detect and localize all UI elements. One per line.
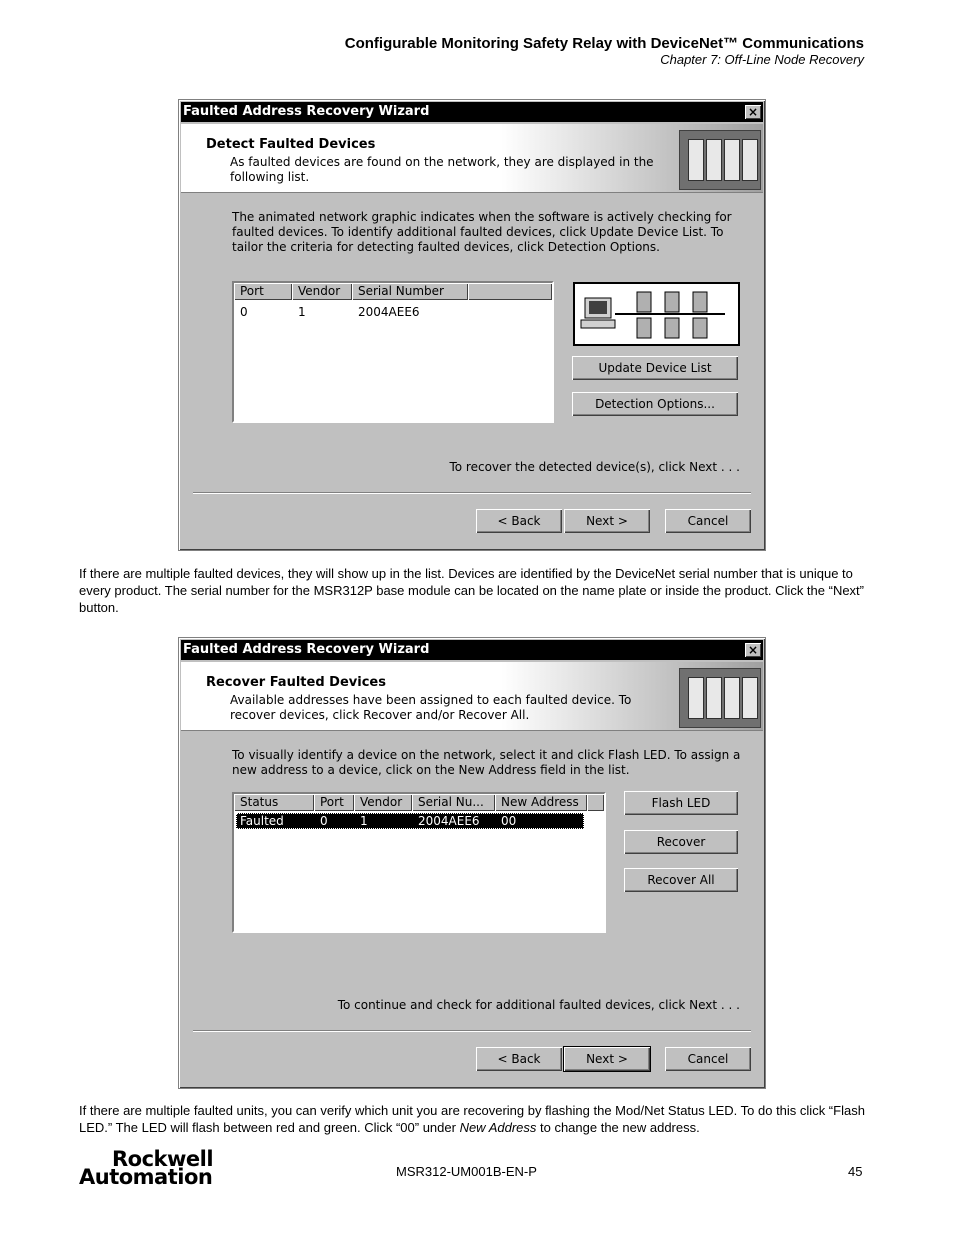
detection-options-button[interactable]: Detection Options... — [572, 392, 738, 416]
column-header[interactable]: Status — [234, 794, 314, 811]
wizard-logo-icon — [679, 130, 761, 190]
banner-description: Available addresses have been assigned to each faulted device. To recover devices, click Recover and/or Recover All. — [230, 693, 632, 722]
wizard-dialog-detect — [178, 99, 766, 551]
list-item[interactable] — [234, 304, 552, 320]
column-header[interactable]: Port — [234, 283, 292, 300]
dialog-title: Faulted Address Recovery Wizard — [183, 104, 430, 119]
list-item-selected[interactable] — [236, 813, 584, 829]
paragraph: If there are multiple faulted devices, they will show up in the list. Devices are identified by the DeviceNet serial number that is unique to every product. The serial number for the MSR312P base module can be located on the name plate or inside the product. Click the “Next” button. — [79, 566, 865, 615]
paragraph-text: If there are multiple faulted units, you can verify which unit you are recovering by flashing the Mod/Net Status LED. To do this click “Flash LED.” The LED will flash between red and green. Click “00” under — [79, 1103, 865, 1135]
cell-serial: 2004AEE6 — [358, 305, 420, 319]
paragraph — [79, 1102, 869, 1136]
wizard-dialog-recover — [178, 637, 766, 1089]
column-header[interactable]: Port — [314, 794, 354, 811]
wizard-banner — [181, 124, 763, 193]
wizard-logo-icon — [679, 668, 761, 728]
cell-vendor: 1 — [298, 305, 306, 319]
back-button[interactable]: < Back — [476, 509, 562, 533]
cell-port: 0 — [240, 305, 248, 319]
cell-vendor: 1 — [360, 814, 368, 828]
network-animation-icon — [573, 282, 740, 346]
cancel-button[interactable]: Cancel — [665, 509, 751, 533]
paragraph-text: to change the new address. — [536, 1120, 700, 1135]
cell-status: Faulted — [240, 814, 284, 828]
banner-title: Detect Faulted Devices — [206, 137, 376, 152]
logo-line1: Rockwell — [112, 1147, 214, 1171]
column-header[interactable]: Serial Nu... — [412, 794, 495, 811]
back-button[interactable]: < Back — [476, 1047, 562, 1071]
banner-description: As faulted devices are found on the network, they are displayed in the following list. — [230, 155, 654, 184]
intro-text: To visually identify a device on the network, select it and click Flash LED. To assign a new address to a device, click on the New Address field in the list. — [232, 748, 741, 777]
divider — [193, 1030, 751, 1032]
flash-led-button[interactable]: Flash LED — [624, 791, 738, 815]
next-button[interactable]: Next > — [564, 509, 650, 533]
close-icon[interactable]: × — [745, 643, 761, 657]
paragraph-emphasis: New Address — [459, 1120, 537, 1135]
cell-new-address[interactable]: 00 — [501, 814, 517, 828]
column-header[interactable]: Vendor — [292, 283, 352, 300]
network-graphic — [575, 284, 738, 344]
rockwell-automation-logo — [79, 1147, 214, 1189]
device-list[interactable] — [232, 281, 554, 423]
column-header[interactable]: Vendor — [354, 794, 412, 811]
cell-port: 0 — [320, 814, 328, 828]
list-header — [234, 794, 604, 811]
next-button[interactable]: Next > — [564, 1047, 650, 1071]
divider — [193, 492, 751, 494]
column-header[interactable] — [468, 283, 552, 300]
wizard-banner — [181, 662, 763, 731]
recover-all-button[interactable]: Recover All — [624, 868, 738, 892]
close-icon[interactable]: × — [745, 105, 761, 119]
intro-text: The animated network graphic indicates when the software is actively checking for faulted devices. To identify additional faulted devices, click Update Device List. To tailor the criteria for detecting faulted devices, click Detection Options. — [232, 210, 732, 254]
faulted-device-list[interactable] — [232, 792, 606, 933]
recover-button[interactable]: Recover — [624, 830, 738, 854]
cancel-button[interactable]: Cancel — [665, 1047, 751, 1071]
cell-serial: 2004AEE6 — [418, 814, 480, 828]
dialog-titlebar — [181, 640, 763, 660]
banner-title: Recover Faulted Devices — [206, 675, 386, 690]
list-header — [234, 283, 552, 300]
page-header-title: Configurable Monitoring Safety Relay with DeviceNet™ Communications — [344, 35, 864, 52]
hint-text: To continue and check for additional faulted devices, click Next . . . — [337, 998, 740, 1012]
dialog-titlebar — [181, 102, 763, 122]
update-device-list-button[interactable]: Update Device List — [572, 356, 738, 380]
hint-text: To recover the detected device(s), click Next . . . — [449, 460, 740, 474]
column-header[interactable]: New Address — [495, 794, 587, 811]
column-header[interactable] — [587, 794, 604, 811]
document-id: MSR312-UM001B-EN-P — [396, 1164, 537, 1179]
page-number: 45 — [848, 1164, 863, 1179]
logo-line2: Automation — [79, 1165, 213, 1189]
dialog-title: Faulted Address Recovery Wizard — [183, 642, 430, 657]
page-header-chapter: Chapter 7: Off-Line Node Recovery — [660, 52, 864, 67]
column-header[interactable]: Serial Number — [352, 283, 468, 300]
